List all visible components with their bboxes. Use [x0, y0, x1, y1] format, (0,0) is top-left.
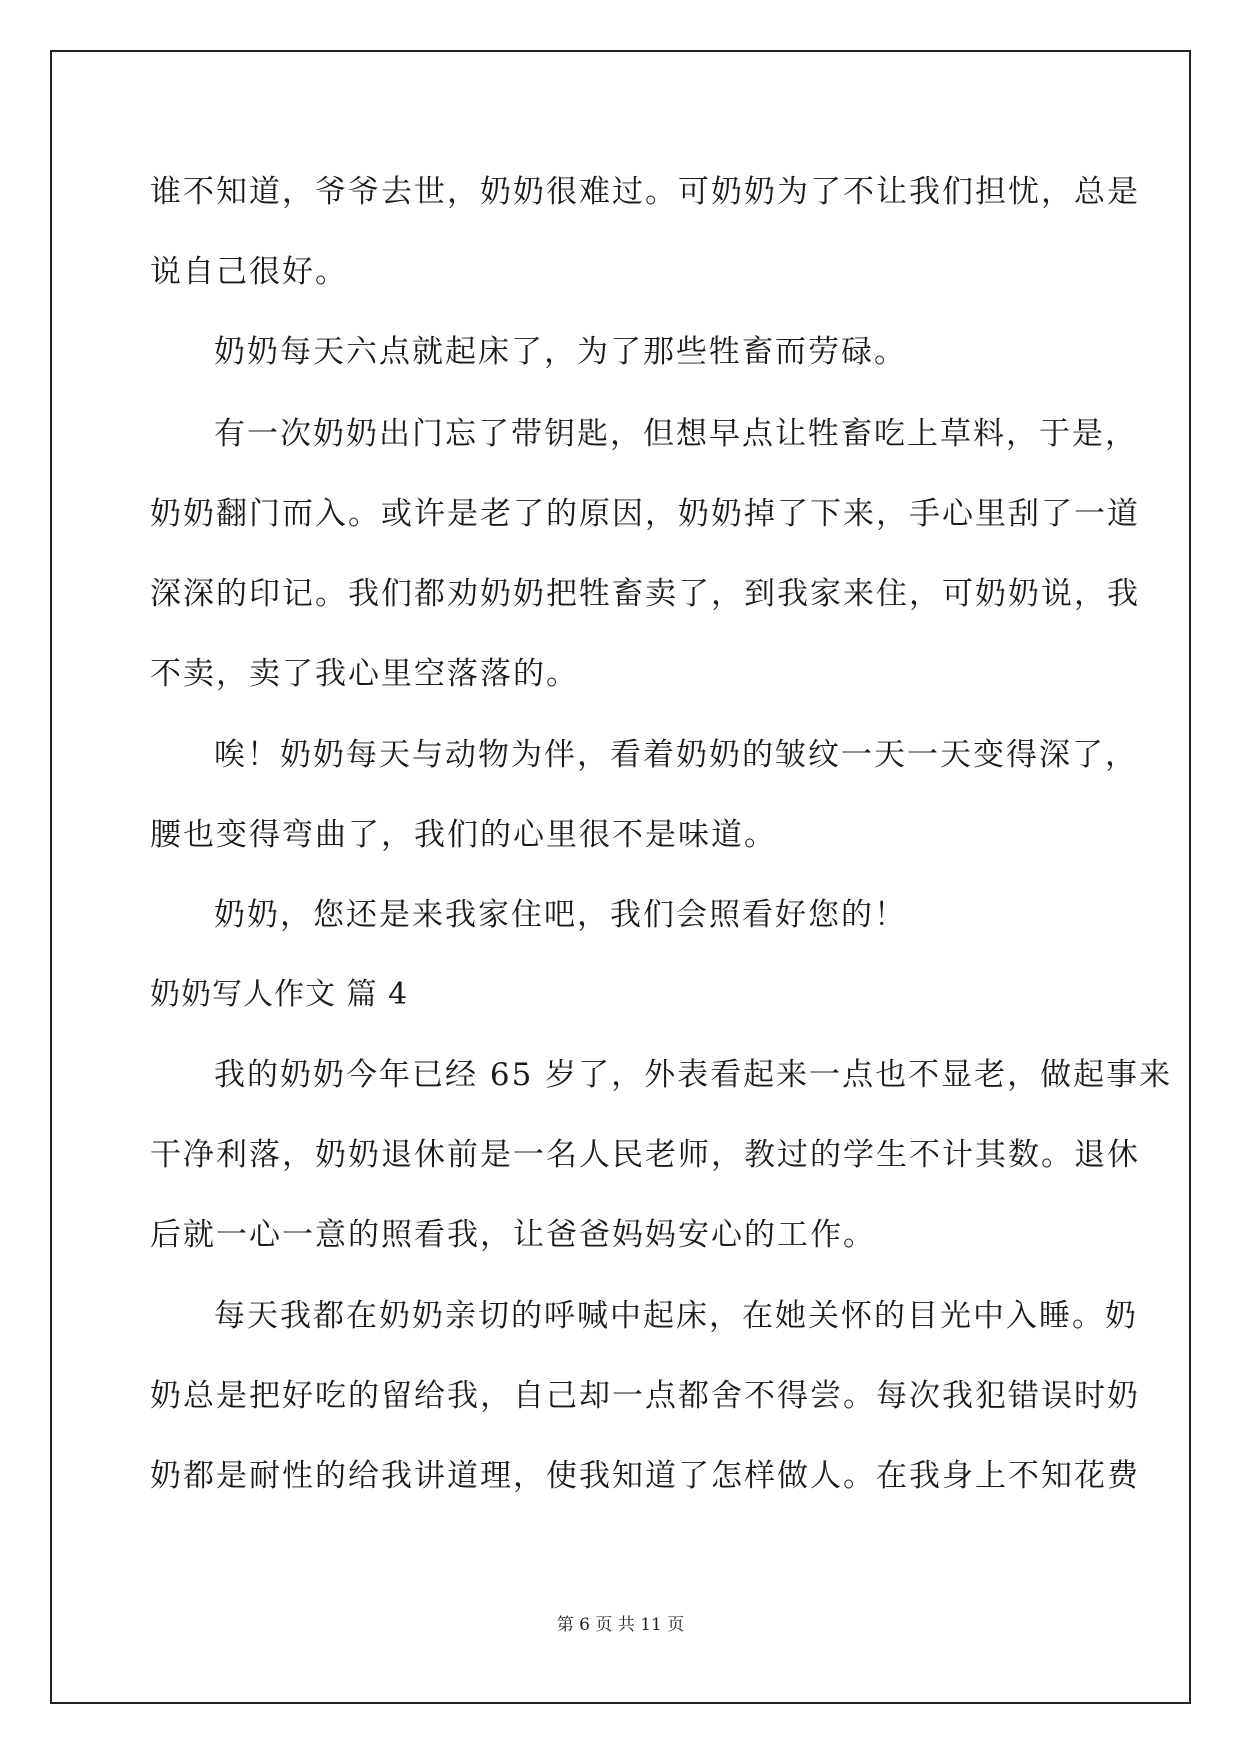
paragraph-line: 谁不知道，爷爷去世，奶奶很难过。可奶奶为了不让我们担忧，总是 — [150, 174, 1140, 210]
paragraph-line: 后就一心一意的照看我，让爸爸妈妈安心的工作。 — [150, 1217, 876, 1253]
paragraph-line: 说自己很好。 — [150, 254, 348, 290]
paragraph-line: 每天我都在奶奶亲切的呼喊中起床，在她关怀的目光中入睡。奶 — [214, 1298, 1138, 1334]
paragraph-line: 不卖，卖了我心里空落落的。 — [150, 656, 579, 692]
paragraph-line: 我的奶奶今年已经 65 岁了，外表看起来一点也不显老，做起事来 — [214, 1057, 1173, 1093]
paragraph-line: 奶都是耐性的给我讲道理，使我知道了怎样做人。在我身上不知花费 — [150, 1458, 1140, 1494]
paragraph-line: 奶总是把好吃的留给我，自己却一点都舍不得尝。每次我犯错误时奶 — [150, 1378, 1140, 1414]
paragraph-line: 深深的印记。我们都劝奶奶把牲畜卖了，到我家来住，可奶奶说，我 — [150, 576, 1140, 612]
paragraph-line: 干净利落，奶奶退休前是一名人民老师，教过的学生不计其数。退休 — [150, 1137, 1140, 1173]
paragraph-line: 腰也变得弯曲了，我们的心里很不是味道。 — [150, 817, 777, 853]
paragraph-line: 唉！奶奶每天与动物为伴，看着奶奶的皱纹一天一天变得深了， — [214, 737, 1138, 773]
paragraph-line: 有一次奶奶出门忘了带钥匙，但想早点让牲畜吃上草料，于是， — [214, 416, 1138, 452]
page-number: 第 6 页 共 11 页 — [556, 1615, 685, 1635]
paragraph-line: 奶奶，您还是来我家住吧，我们会照看好您的！ — [214, 897, 907, 933]
section-heading: 奶奶写人作文 篇 4 — [150, 977, 409, 1012]
paragraph-line: 奶奶翻门而入。或许是老了的原因，奶奶掉了下来，手心里刮了一道 — [150, 496, 1140, 532]
paragraph-line: 奶奶每天六点就起床了，为了那些牲畜而劳碌。 — [214, 334, 907, 370]
